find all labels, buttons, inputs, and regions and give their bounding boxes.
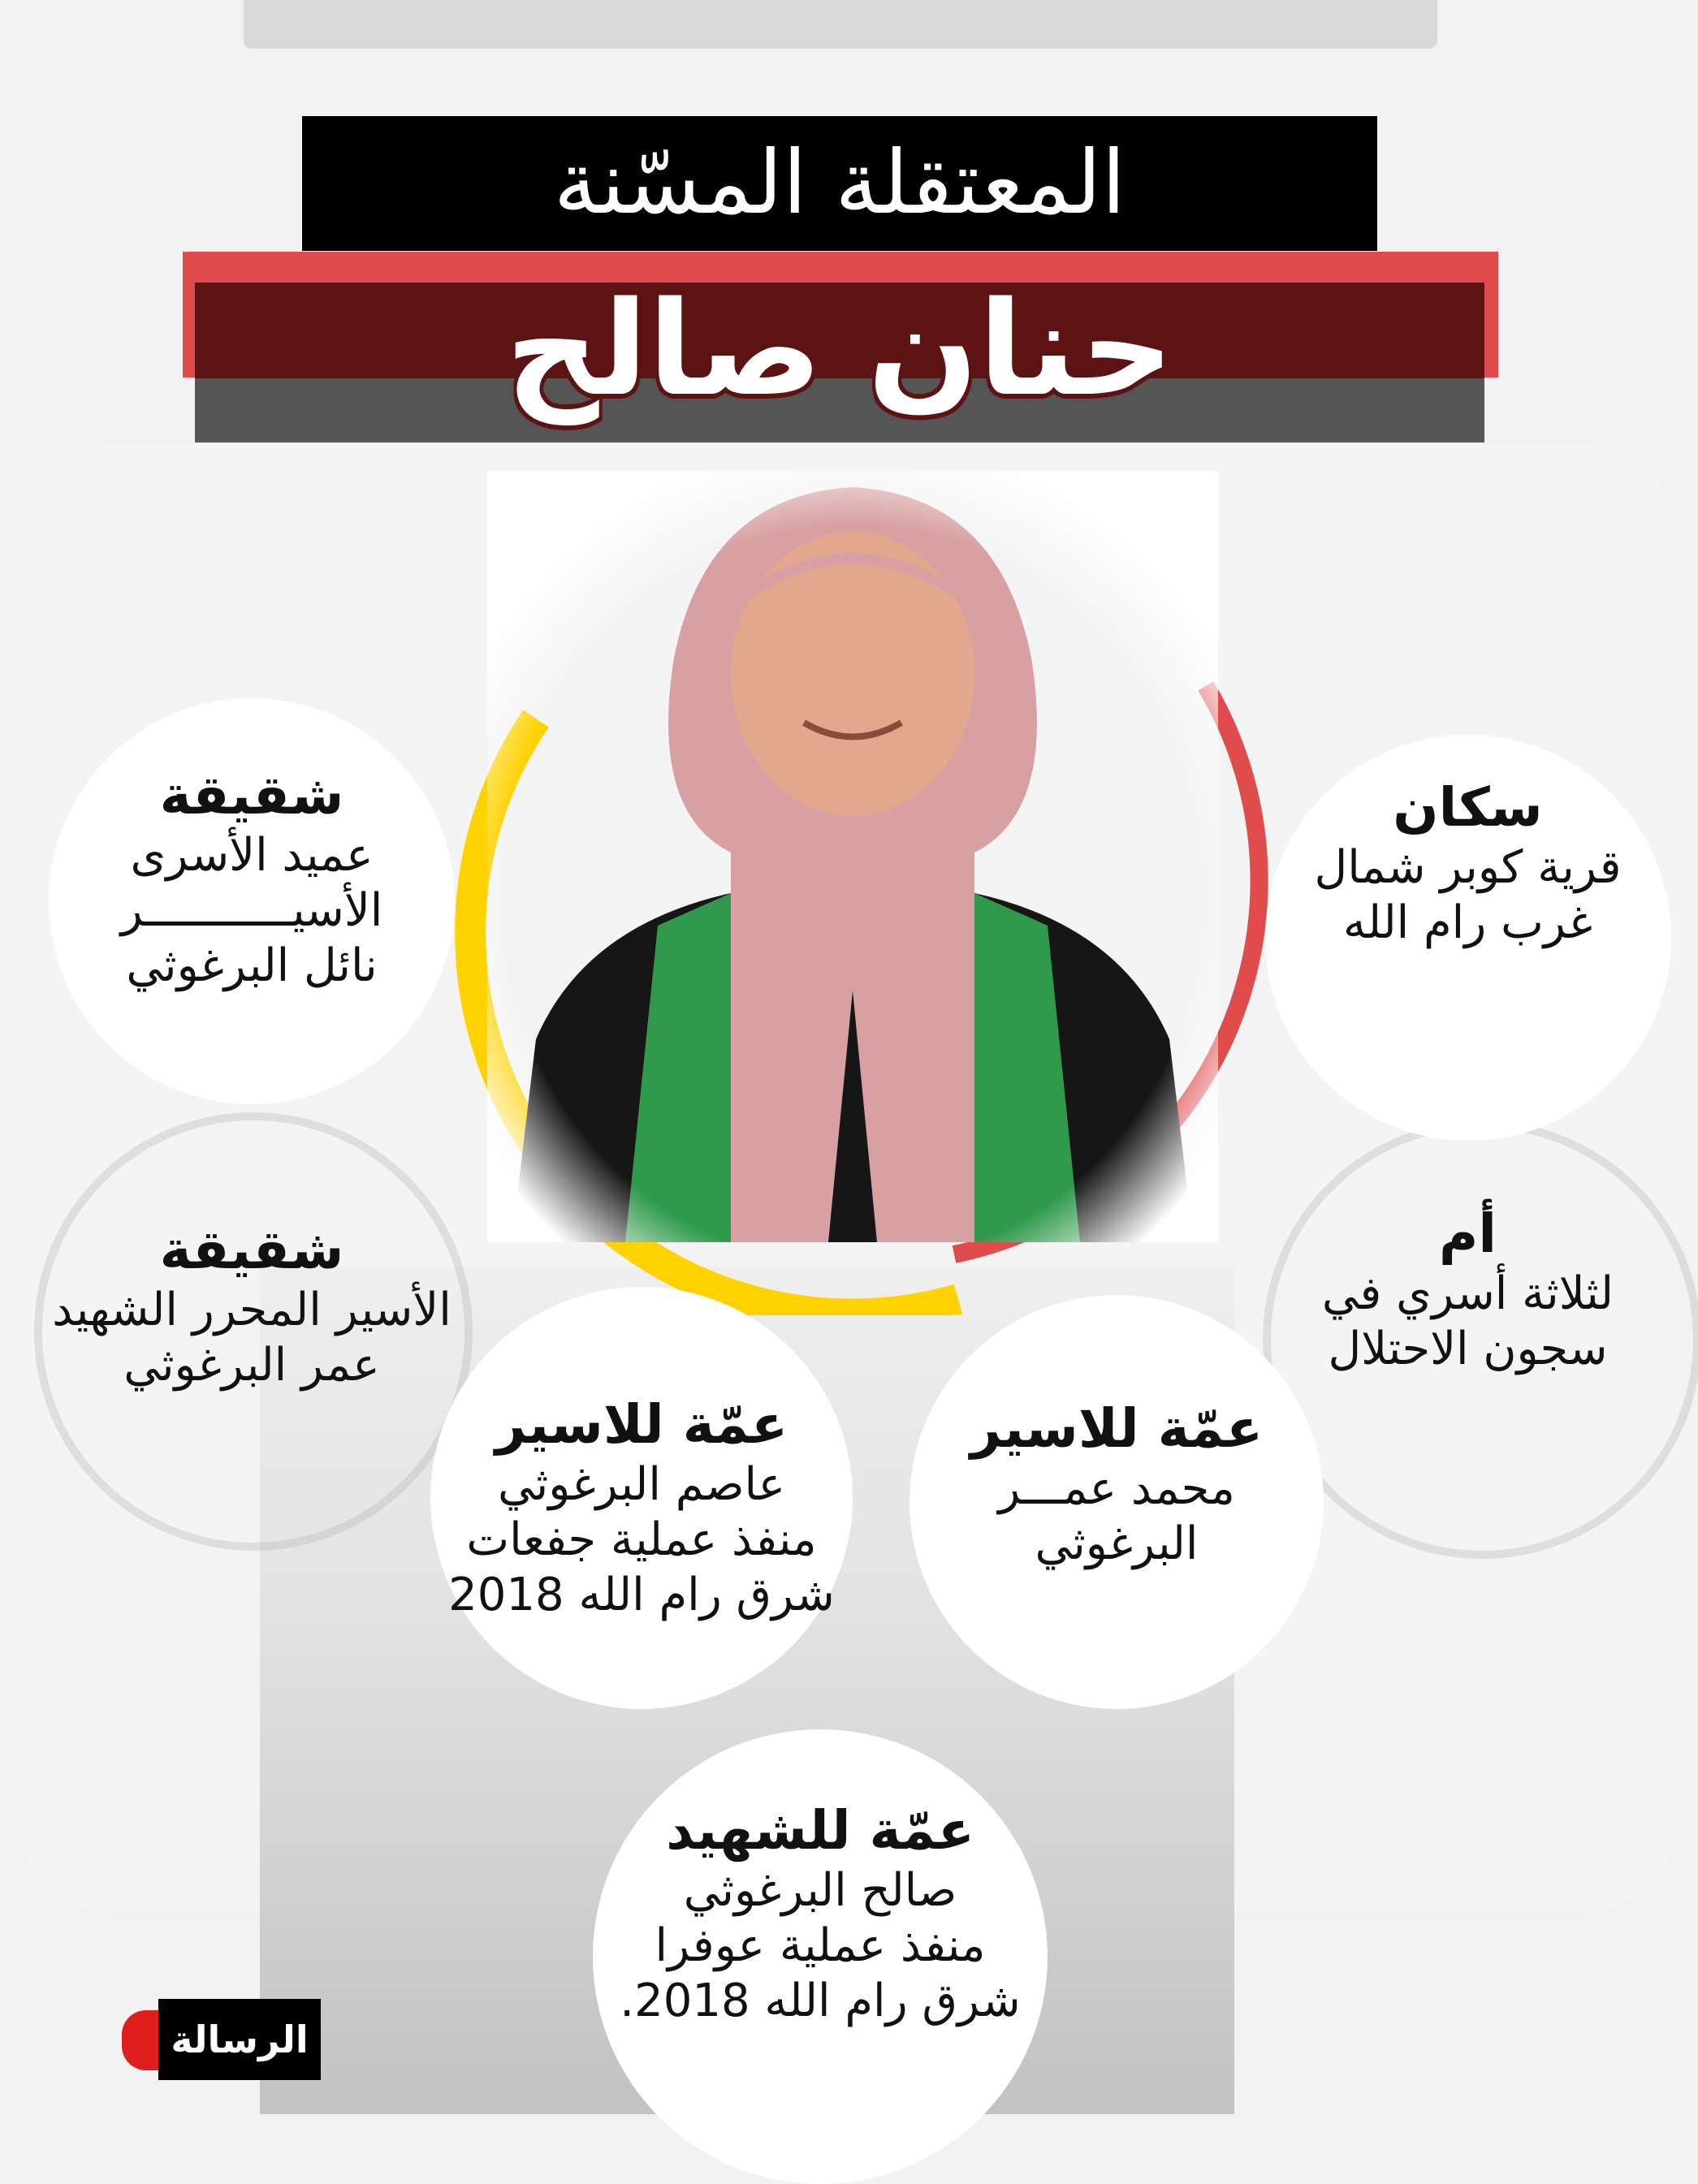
fact-heading: سكان — [1393, 776, 1543, 839]
fact-sister-omar — [32, 1218, 471, 1393]
fact-line: شرق رام الله 2018. — [620, 1975, 1021, 2027]
logo-text: الرسالة — [171, 2018, 309, 2061]
fact-heading: شقيقة — [159, 1219, 344, 1281]
fact-aunt-mohammad — [914, 1396, 1320, 1572]
fact-line: لثلاثة أسري في — [1321, 1267, 1614, 1320]
fact-heading: أم — [1439, 1202, 1497, 1265]
fact-residence — [1267, 775, 1669, 951]
portrait-photo — [487, 471, 1218, 1242]
fact-line: عمر البرغوثي — [123, 1339, 380, 1392]
fact-line: غرب رام الله — [1343, 896, 1592, 949]
fact-line: منفذ عملية جفعات — [466, 1513, 817, 1566]
fact-line: سجون الاحتلال — [1328, 1323, 1608, 1375]
top-bar — [244, 0, 1437, 49]
fact-aunt-saleh — [585, 1798, 1056, 2029]
fact-line: البرغوثي — [1035, 1517, 1199, 1570]
fact-sister-nael — [49, 763, 455, 994]
fact-line: الأسير المحرر الشهيد — [52, 1284, 452, 1336]
fact-line: منفذ عملية عوفرا — [655, 1919, 986, 1972]
page-subtitle: المعتقلة المسّنة — [302, 116, 1377, 251]
fact-line: عاصم البرغوثي — [498, 1458, 785, 1511]
fact-mother — [1267, 1202, 1669, 1377]
page-title: حنان صالح — [505, 273, 1174, 425]
fact-line: صالح البرغوثي — [683, 1864, 957, 1917]
fact-line: نائل البرغوثي — [126, 939, 378, 992]
fact-heading: عمّة للشهيد — [666, 1799, 974, 1862]
fact-line: عميد الأسرى — [130, 829, 374, 882]
fact-heading: شقيقة — [159, 764, 344, 827]
fact-line: شرق رام الله 2018 — [448, 1569, 835, 1621]
fact-line: الأسيـــــــــــر — [120, 884, 383, 937]
fact-heading: عمّة للاسير — [495, 1393, 789, 1456]
fact-heading: عمّة للاسير — [970, 1397, 1264, 1460]
fact-aunt-asem — [422, 1392, 861, 1623]
fact-line: قرية كوبر شمال — [1314, 841, 1622, 894]
fact-line: محمد عمـــر — [998, 1462, 1235, 1515]
